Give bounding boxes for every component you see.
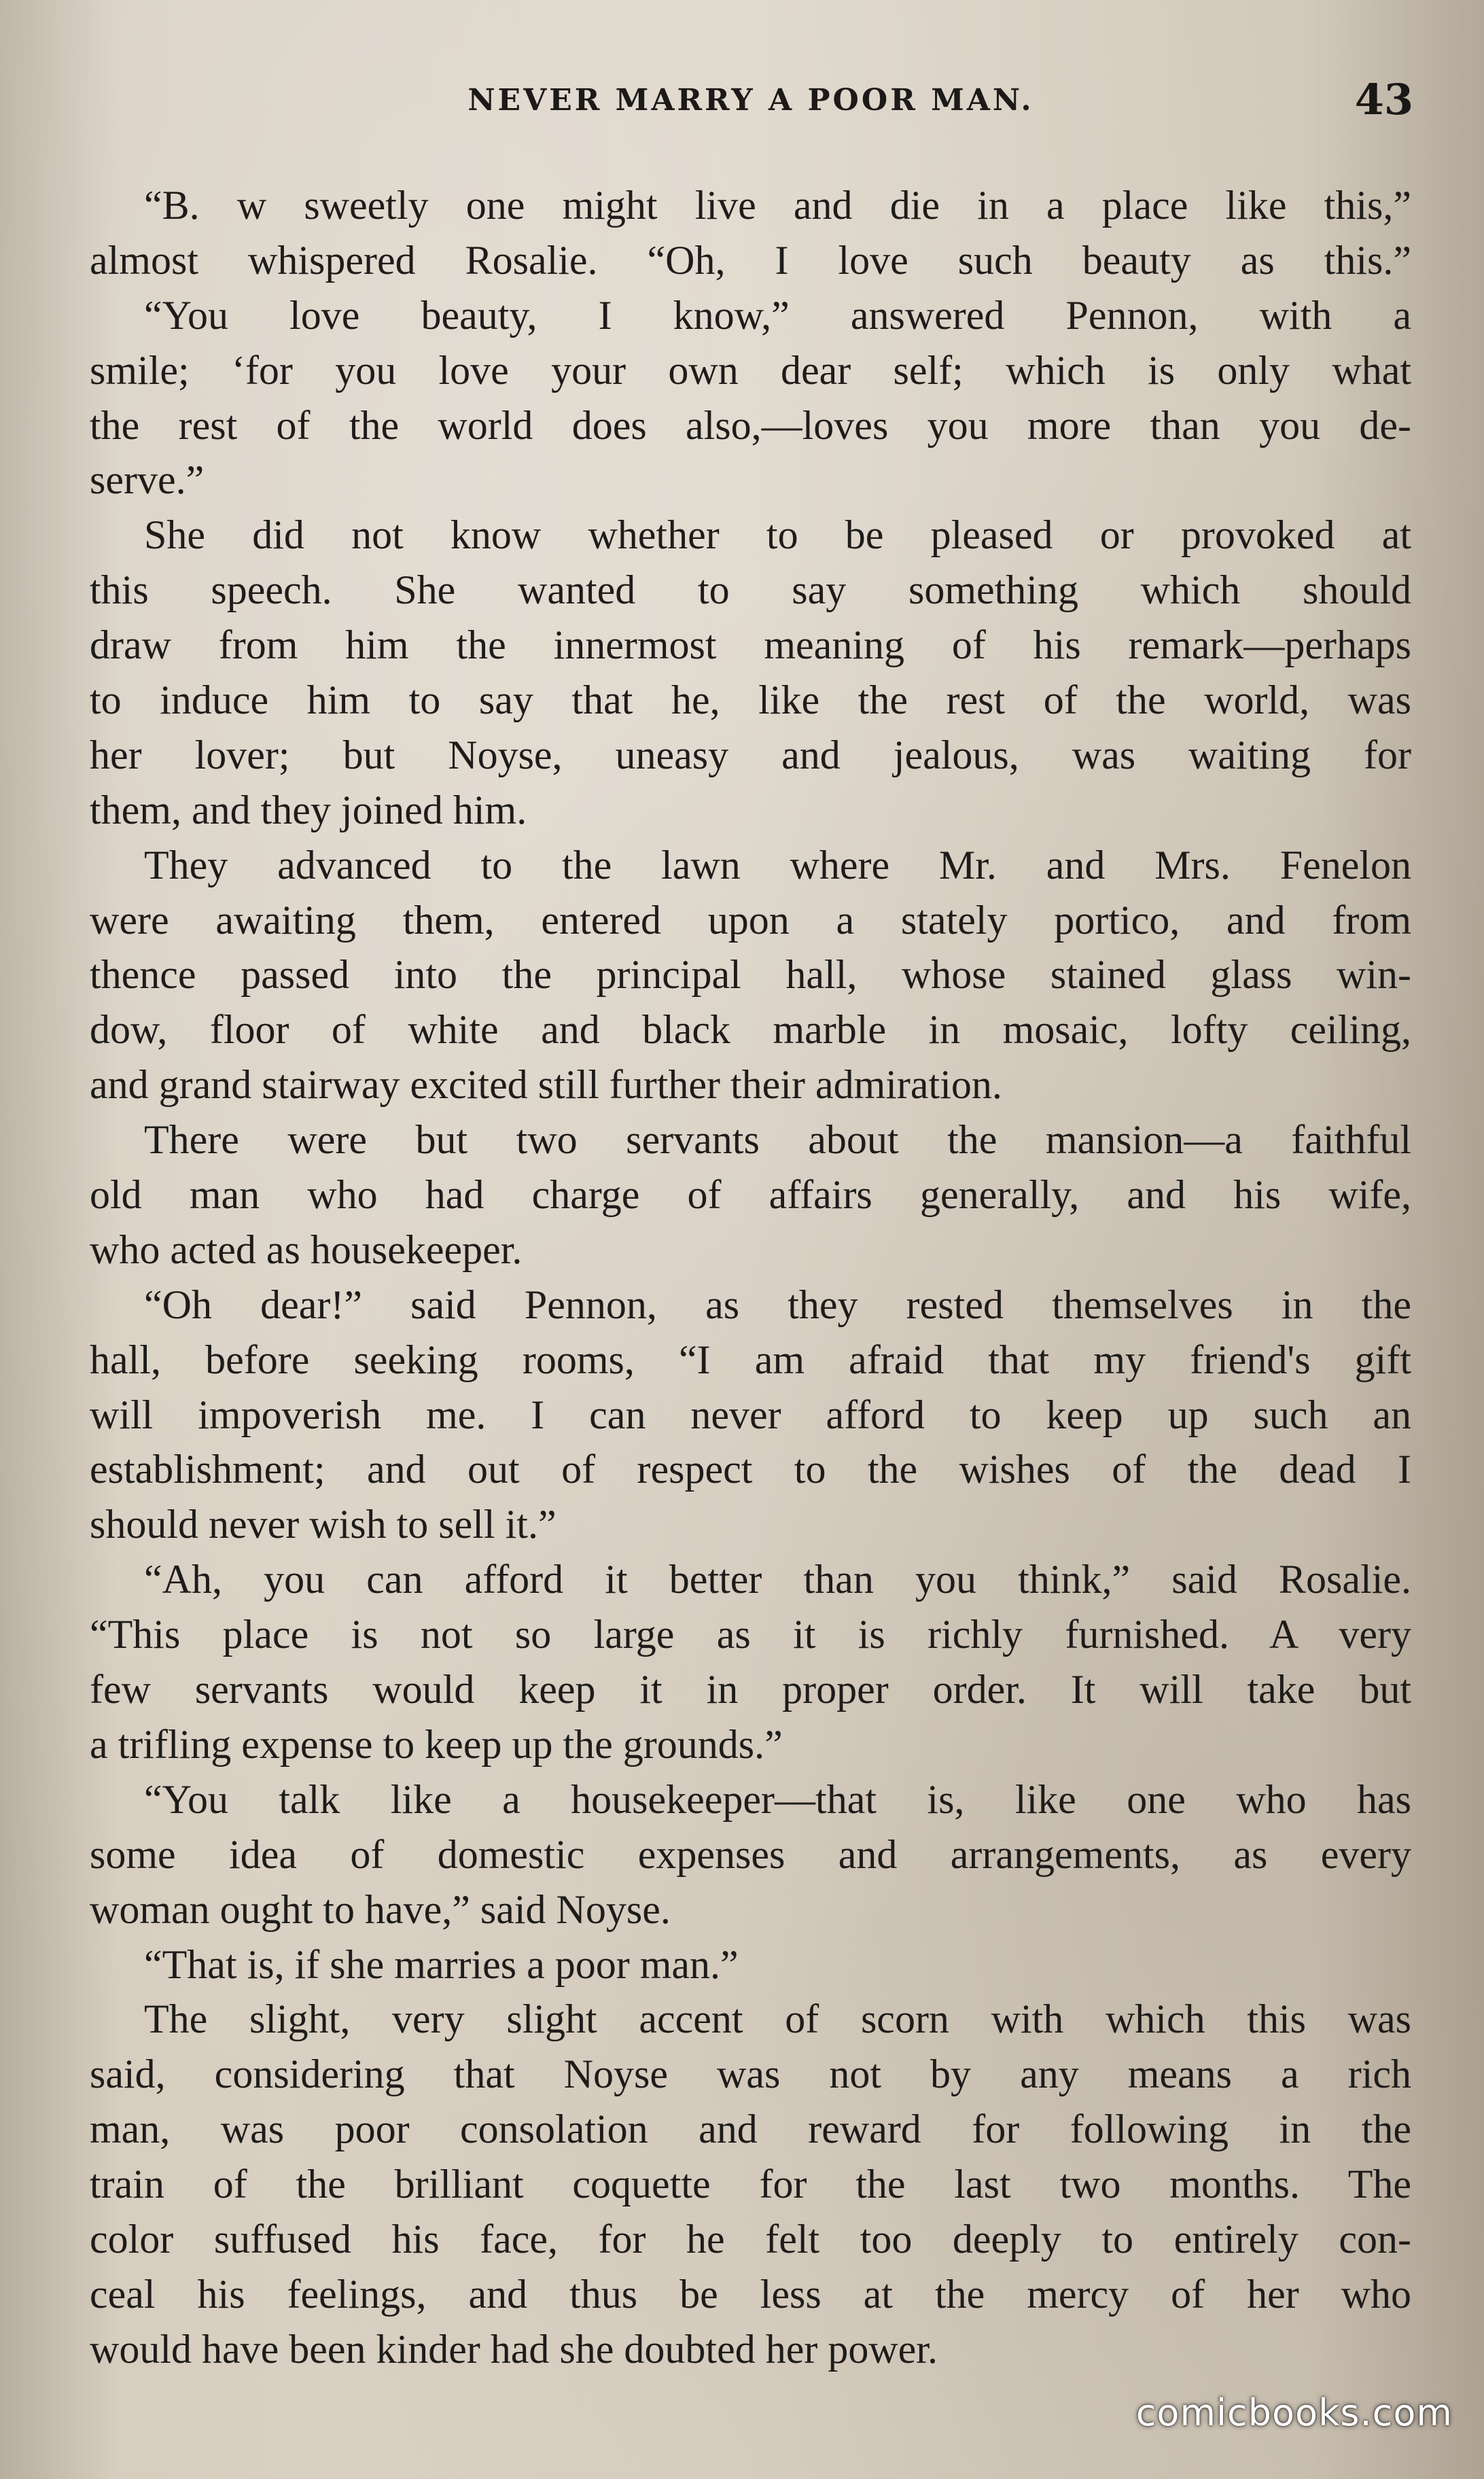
watermark: comicbooks.com xyxy=(1135,2391,1453,2434)
text-line: ceal his feelings, and thus be less at the mercy of her who xyxy=(90,2271,1411,2317)
text-line: woman ought to have,” said Noyse. xyxy=(90,1886,671,1932)
text-line: some idea of domestic expenses and arrangements, as every xyxy=(90,1831,1411,1877)
text-line: “You love beauty, I know,” answered Pennon, with a xyxy=(144,292,1411,338)
text-line: “B. w sweetly one might live and die in a place like this,” xyxy=(144,183,1411,228)
text-line: establishment; and out of respect to the wishes of the dead I xyxy=(90,1447,1411,1492)
text-line: and grand stairway excited still further their admiration. xyxy=(90,1062,1002,1108)
text-line: The slight, very slight accent of scorn with which this was xyxy=(144,1997,1411,2042)
text-line: will impoverish me. I can never afford to keep up such an xyxy=(90,1392,1411,1437)
text-line: thence passed into the principal hall, whose stained glass win- xyxy=(90,952,1411,998)
text-line: were awaiting them, entered upon a stately portico, and from xyxy=(90,897,1411,943)
page-header xyxy=(88,75,1413,136)
page-number: 43 xyxy=(1354,75,1413,124)
text-line: her lover; but Noyse, uneasy and jealous, was waiting for xyxy=(90,732,1411,777)
text-line: who acted as housekeeper. xyxy=(90,1227,523,1272)
text-line: smile; ‘for you love your own dear self; which is only what xyxy=(90,347,1411,393)
running-head: NEVER MARRY A POOR MAN. xyxy=(467,83,1034,118)
text-line: would have been kinder had she doubted her power. xyxy=(90,2326,938,2372)
text-line: the rest of the world does also,—loves you more than you de- xyxy=(90,402,1411,448)
text-line: said, considering that Noyse was not by any means a rich xyxy=(90,2052,1411,2097)
text-line: hall, before seeking rooms, “I am afraid that my friend's gift xyxy=(90,1337,1411,1382)
text-line: man, was poor consolation and reward for following in the xyxy=(90,2107,1411,2152)
text-line: dow, floor of white and black marble in mosaic, lofty ceiling, xyxy=(90,1007,1411,1053)
text-line: color suffused his face, for he felt too deeply to entirely con- xyxy=(90,2216,1411,2262)
text-line: should never wish to sell it.” xyxy=(90,1502,556,1547)
body-text xyxy=(90,178,1411,2377)
text-line: to induce him to say that he, like the rest of the world, was xyxy=(90,678,1411,723)
text-line: few servants would keep it in proper order. It will take but xyxy=(90,1667,1411,1712)
text-line: She did not know whether to be pleased or provoked at xyxy=(144,512,1411,558)
text-line: serve.” xyxy=(90,457,205,503)
text-line: them, and they joined him. xyxy=(90,787,527,832)
text-line: a trifling expense to keep up the grounds.” xyxy=(90,1721,783,1767)
text-line: old man who had charge of affairs generally, and his wife, xyxy=(90,1172,1411,1218)
text-line: this speech. She wanted to say something which should xyxy=(90,567,1411,613)
text-line: “Oh dear!” said Pennon, as they rested themselves in the xyxy=(144,1282,1411,1327)
text-line: There were but two servants about the mansion—a faithful xyxy=(144,1117,1411,1163)
text-line: “That is, if she marries a poor man.” xyxy=(144,1941,739,1987)
text-line: train of the brilliant coquette for the last two months. The xyxy=(90,2162,1411,2207)
text-line: “This place is not so large as it is richly furnished. A very xyxy=(90,1612,1411,1657)
text-line: draw from him the innermost meaning of his remark—perhaps xyxy=(90,622,1411,668)
text-line: “Ah, you can afford it better than you think,” said Rosalie. xyxy=(144,1557,1411,1602)
text-line: almost whispered Rosalie. “Oh, I love such beauty as this.” xyxy=(90,237,1411,283)
text-line: They advanced to the lawn where Mr. and Mrs. Fenelon xyxy=(144,842,1411,887)
text-line: “You talk like a housekeeper—that is, like one who has xyxy=(144,1776,1411,1822)
